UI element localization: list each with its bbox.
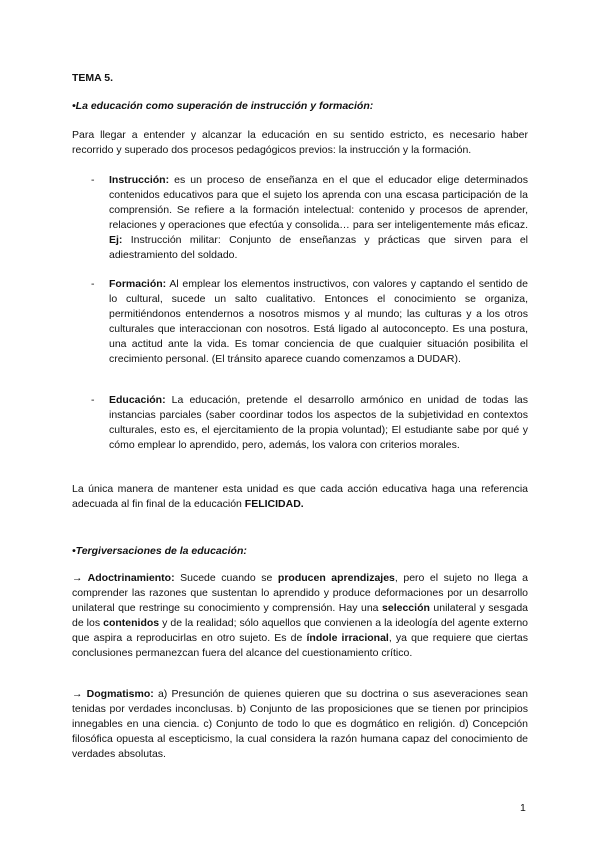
- term-label: Formación:: [109, 278, 167, 290]
- list-item-educacion: [91, 393, 528, 453]
- list-item-text: Educación: La educación, pretende el desarrollo armónico en unidad de todas las instancias parciales (saber coordinar todos los aspectos de la subjetividad en contextos culturales, esto es, el ejercitamiento de la propia voluntad); El estudiante sabe por qué y cómo emplear lo aprendido, pero, además, los valora con criterios morales.: [109, 394, 528, 451]
- list-dash: -: [91, 174, 95, 186]
- example-label: Ej:: [109, 234, 123, 246]
- intro-paragraph: Para llegar a entender y alcanzar la educación en su sentido estricto, es necesario haber recorrido y superado dos procesos pedagógicos previos: la instrucción y la formación.: [72, 129, 528, 156]
- term-label: Instrucción:: [109, 174, 170, 186]
- section-heading-tergiversaciones: •Tergiversaciones de la educación:: [72, 545, 247, 557]
- list-dash: -: [91, 394, 95, 406]
- term-label: Educación:: [109, 394, 166, 406]
- page-number: 1: [520, 802, 526, 814]
- list-item-formacion: [91, 277, 528, 367]
- adoctrinamiento-paragraph: → Adoctrinamiento: Sucede cuando se producen aprendizajes, pero el sujeto no llega a comprender las razones que sustentan lo aprendido y produce deformaciones por un desarrollo unilateral que restringe su conocimiento y comprensión. Hay una selección unilateral y sesgada de los contenidos y de la realidad; sólo aquellos que convienen a la ideología del agente externo que aspira a reproducirlas en otro sujeto. Es de índole irracional, ya que requiere que ciertas conclusiones permanezcan fuera del alcance del cuestionamiento crítico.: [72, 572, 529, 659]
- list-item-text: Formación: Al emplear los elementos instructivos, con valores y captando el sentido de lo cultural, sucede un salto cualitativo. Entonces el conocimiento se organiza, permitiéndonos entendernos a nosotros mismos y al mundo; las culturas y a los otros culturales que interaccionan con nosotros. Está ligado al autoconcepto. Es una postura, una actitud ante la vida. Es tomar conciencia de que cualquier situación posibilita el crecimiento personal. (El tránsito aparece cuando comenzamos a DUDAR).: [109, 278, 528, 365]
- adoctrinamiento-label: → Adoctrinamiento:: [72, 572, 175, 584]
- conclusion-paragraph: La única manera de mantener esta unidad es que cada acción educativa haga una referencia adecuada al fin final de la educación FELICIDAD.: [72, 483, 528, 510]
- list-item-instruccion: [91, 173, 528, 263]
- felicidad-text: FELICIDAD.: [244, 498, 304, 510]
- dogmatismo-label: → Dogmatismo:: [72, 688, 154, 700]
- section-heading-education: •La educación como superación de instrucción y formación:: [72, 100, 374, 112]
- list-dash: -: [91, 278, 95, 290]
- dogmatismo-paragraph: → Dogmatismo: a) Presunción de quienes quieren que su doctrina o sus aseveraciones sean tenidas por verdades inconclusas. b) Conjunto de las proposiciones que se tienen por principios innegables en una ciencia. c) Conjunto de todo lo que es dogmático en religión. d) Concepción filosófica opuesta al escepticismo, la cual considera la razón humana capaz del conocimiento de verdades absolutas.: [72, 688, 528, 760]
- list-item-text: Instrucción: es un proceso de enseñanza en el que el educador elige determinados contenidos educativos para que el sujeto los aprenda con una escasa participación de la comprensión. Se refiere a la formación intelectual: contenido y procesos de aprender, relaciones y operaciones que efectúa y consolida… para ser inteligentemente más eficaz. Ej: Instrucción militar: Conjunto de enseñanzas y prácticas que sirven para el adiestramiento del soldado.: [109, 174, 528, 261]
- document-title: TEMA 5.: [72, 72, 114, 84]
